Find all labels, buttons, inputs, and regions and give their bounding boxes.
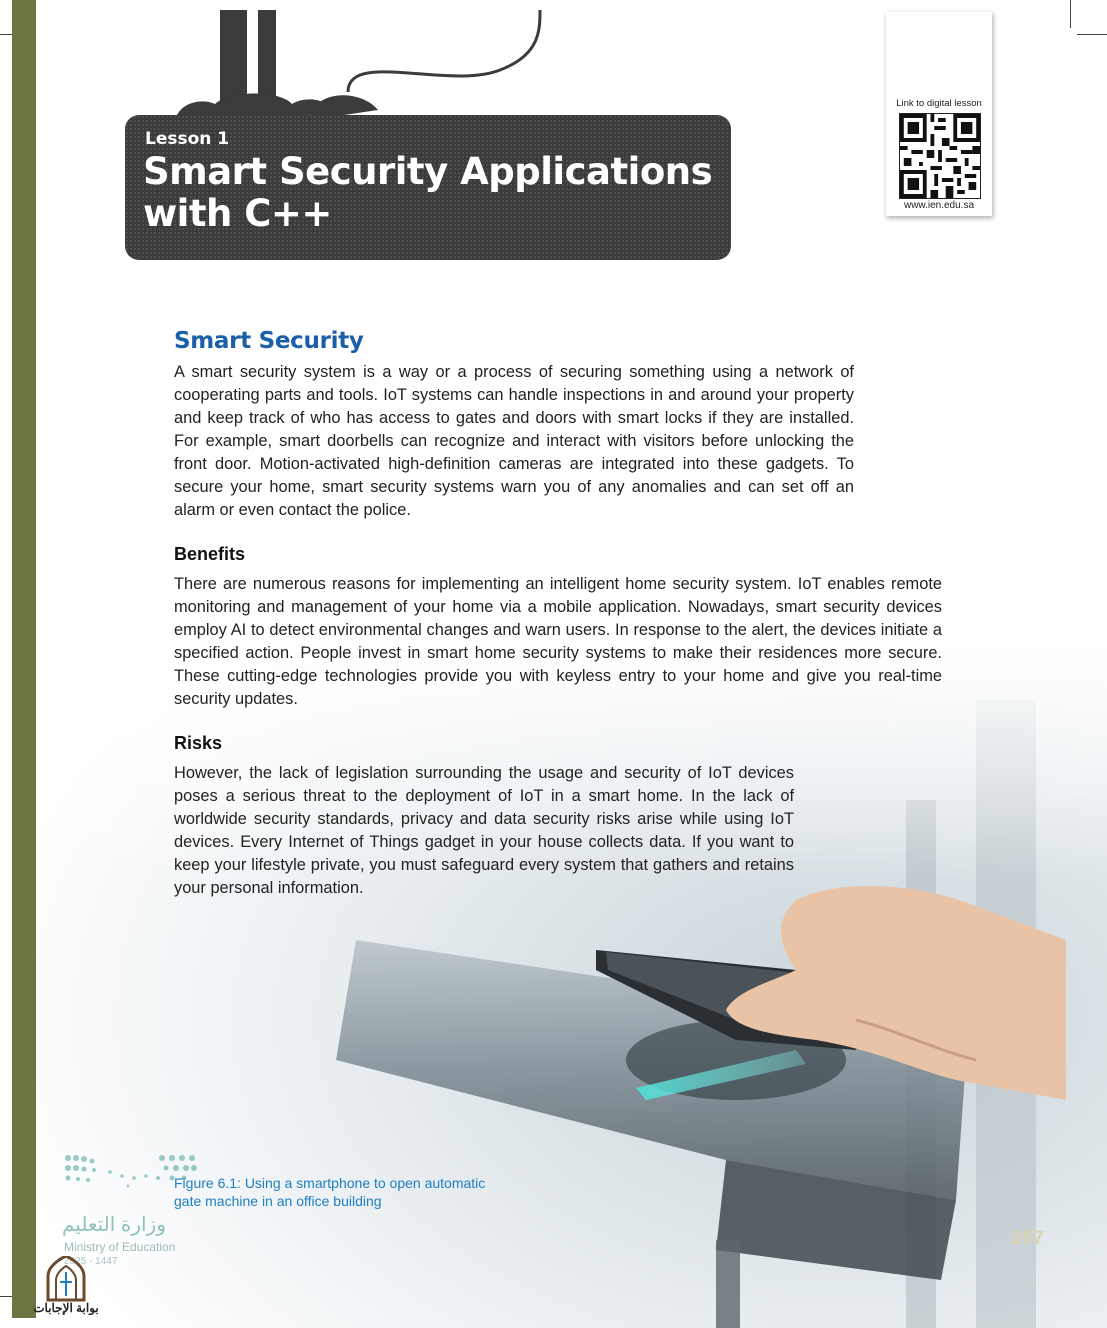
qr-caption: Link to digital lesson bbox=[896, 98, 982, 109]
ministry-arabic-name: وزارة التعليم bbox=[62, 1214, 166, 1236]
benefits-paragraph: There are numerous reasons for implementing an intelligent home security system. IoT enables remote monitoring and management of your home via a mobile application. Nowadays, smart security devices employ AI to detect environmental changes and warn users. In response to the alert, the devices initiate a specified action. People invest in smart home security systems to make their residences more secure. These cutting-edge technologies provide you with keyless entry to your home and give you real-time security updates. bbox=[174, 575, 942, 708]
risks-paragraph: However, the lack of legislation surrounding the usage and security of IoT devices poses a serious threat to the deployment of IoT in a smart home. In the lack of worldwide security standards, privacy and data security risks arise while using IoT devices. Every Internet of Things gadget in your house collects data. If you want to keep your lifestyle private, you must safeguard every system that gathers and retains your personal information. bbox=[174, 764, 794, 897]
lesson-header bbox=[125, 115, 731, 260]
chapter-spine bbox=[12, 0, 36, 1318]
figure-caption: Figure 6.1: Using a smartphone to open automatic gate machine in an office building bbox=[174, 1175, 486, 1209]
lesson-number: Lesson 1 bbox=[145, 129, 230, 149]
lesson-banner bbox=[120, 10, 740, 270]
crop-mark bbox=[1077, 34, 1107, 35]
intro-paragraph: A smart security system is a way or a process of securing something using a network of cooperating parts and tools. IoT systems can handle inspections in and around your property and keep track of who has access to gates and doors with smart locks if they are installed. For example, smart doorbells can recognize and interact with visitors before unlocking the front door. Motion-activated high-definition cameras are integrated into these gadgets. To secure your home, smart security systems warn you of any anomalies and can set off an alarm or even contact the police. bbox=[174, 363, 854, 519]
crop-mark bbox=[1070, 0, 1071, 28]
qr-code-icon[interactable] bbox=[899, 113, 981, 199]
answers-portal-logo bbox=[30, 1256, 102, 1320]
lesson-title: Smart Security Applications with C++ bbox=[143, 150, 713, 235]
qr-url[interactable]: www.ien.edu.sa bbox=[903, 200, 975, 211]
benefits-heading: Benefits bbox=[174, 544, 246, 564]
risks-heading: Risks bbox=[174, 733, 223, 753]
ministry-logo bbox=[62, 1150, 212, 1270]
page-number: 207 bbox=[1012, 1228, 1044, 1249]
ministry-english-name: Ministry of Education bbox=[64, 1240, 176, 1254]
ministry-years: 2025 - 1447 bbox=[64, 1256, 118, 1267]
section-heading: Smart Security bbox=[174, 328, 364, 354]
portal-label: بوابة الإجابات bbox=[33, 1301, 99, 1315]
digital-lesson-card[interactable] bbox=[886, 12, 992, 216]
portal-emblem-icon bbox=[30, 1256, 102, 1302]
